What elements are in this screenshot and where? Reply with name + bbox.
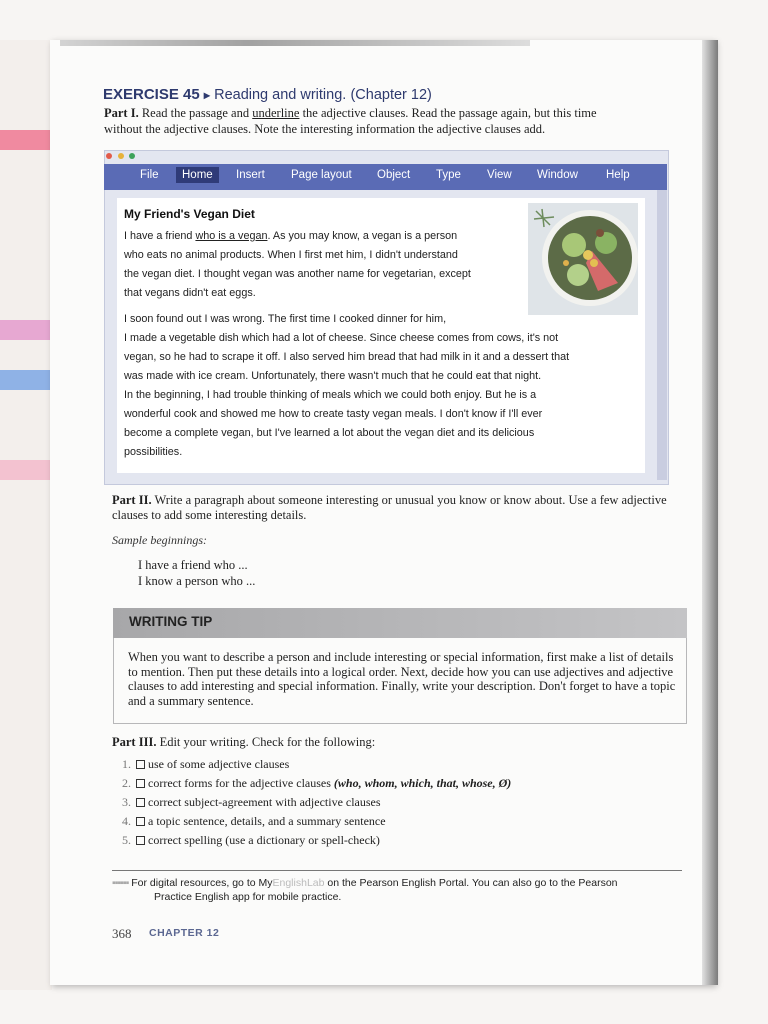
checkbox[interactable] (136, 779, 145, 788)
exercise-title: EXERCISE 45 ▸ Reading and writing. (Chapter 12) (103, 86, 432, 103)
document-line: In the beginning, I had trouble thinking of meals which we could both enjoy. But he is a (124, 389, 537, 401)
document-line: who eats no animal products. When I first met him, I didn't understand (124, 249, 458, 261)
page-tab (0, 460, 52, 480)
background-edge (0, 40, 52, 990)
part1-instructions-line2: without the adjective clauses. Note the interesting information the adjective clauses add. (104, 122, 546, 136)
document-title: My Friend's Vegan Diet (124, 207, 255, 221)
document-line: was made with ice cream. Unfortunately, there wasn't much that he could eat that night. (124, 370, 542, 382)
page-tab (0, 320, 52, 340)
menu-file[interactable]: File (140, 169, 159, 181)
menu-object[interactable]: Object (377, 169, 411, 181)
checklist-item: 4. a topic sentence, details, and a summary sentence (122, 814, 386, 828)
menu-type[interactable]: Type (436, 169, 461, 181)
page-spine (702, 40, 718, 985)
maximize-dot-icon[interactable] (129, 153, 135, 159)
sample-heading: Sample beginnings: (112, 533, 207, 547)
menu-home[interactable]: Home (176, 167, 219, 183)
document-line: I made a vegetable dish which had a lot of cheese. Since cheese comes from cows, it's not (124, 332, 559, 344)
checklist-item: 2. correct forms for the adjective clauses (who, whom, which, that, whose, Ø) (122, 776, 512, 790)
checklist-item: 1. use of some adjective clauses (122, 757, 290, 771)
checkbox[interactable] (136, 836, 145, 845)
salad-bowl-photo (528, 203, 638, 315)
page-top-edge (60, 40, 530, 46)
document-line: that vegans didn't eat eggs. (124, 287, 256, 299)
document-line: possibilities. (124, 446, 183, 458)
writing-tip-text: When you want to describe a person and include interesting or special information, first make a list of details to mention. Then put these details into a logical order. Next, decide how you can use adjectives and adjective clauses to add interesting and special information. Finally, write your description. Don't forget to have a topic and a summary sentence. (128, 650, 676, 708)
part2-instructions: Part II. Write a paragraph about someone interesting or unusual you know or know about. Use a few adjective clauses to add some interesting details. (112, 493, 667, 522)
menu-view[interactable]: View (487, 169, 512, 181)
menu-page-layout[interactable]: Page layout (291, 169, 352, 181)
digital-resources-note: ▪▪▪▪▪▪ For digital resources, go to MyEnglishLab on the Pearson English Portal. You can also go to the Pearson Practice English app for mobile practice. (112, 877, 618, 903)
menu-insert[interactable]: Insert (236, 169, 265, 181)
checkbox[interactable] (136, 817, 145, 826)
page-tab (0, 130, 52, 150)
page-number: 368 (112, 926, 132, 941)
document-line: I soon found out I was wrong. The first time I cooked dinner for him, (124, 313, 447, 325)
chapter-label: CHAPTER 12 (149, 927, 220, 939)
menu-help[interactable]: Help (606, 169, 630, 181)
document-line: wonderful cook and showed me how to create tasty vegan meals. I don't know if I'll ever (124, 408, 543, 420)
part3-instructions: Part III. Edit your writing. Check for the following: (112, 735, 376, 749)
menu-window[interactable]: Window (537, 169, 578, 181)
minimize-dot-icon[interactable] (118, 153, 124, 159)
menu-bar (104, 164, 667, 190)
writing-tip-header: WRITING TIP (113, 608, 687, 638)
document-line: I have a friend who is a vegan. As you may know, a vegan is a person (124, 230, 458, 242)
document-line: the vegan diet. I thought vegan was another name for vegetarian, except (124, 268, 471, 280)
checkbox[interactable] (136, 798, 145, 807)
checklist-item: 5. correct spelling (use a dictionary or spell-check) (122, 833, 380, 847)
footer-divider (112, 870, 682, 871)
sample-beginning: I know a person who ... (138, 574, 256, 588)
sample-beginning: I have a friend who ... (138, 558, 248, 572)
window-controls (106, 151, 137, 162)
checklist-item: 3. correct subject-agreement with adjective clauses (122, 795, 381, 809)
close-dot-icon[interactable] (106, 153, 112, 159)
document-line: vegan, so he had to scrape it off. I also served him bread that had milk in it and a dessert that (124, 351, 570, 363)
scrollbar[interactable] (657, 190, 667, 480)
arrow-icon: ▸ (203, 88, 210, 102)
page-tab (0, 370, 52, 390)
part1-instructions: Part I. Read the passage and underline the adjective clauses. Read the passage again, but this time (104, 106, 597, 120)
checkbox[interactable] (136, 760, 145, 769)
document-line: become a complete vegan, but I've learned a lot about the vegan diet and its delicious (124, 427, 535, 439)
